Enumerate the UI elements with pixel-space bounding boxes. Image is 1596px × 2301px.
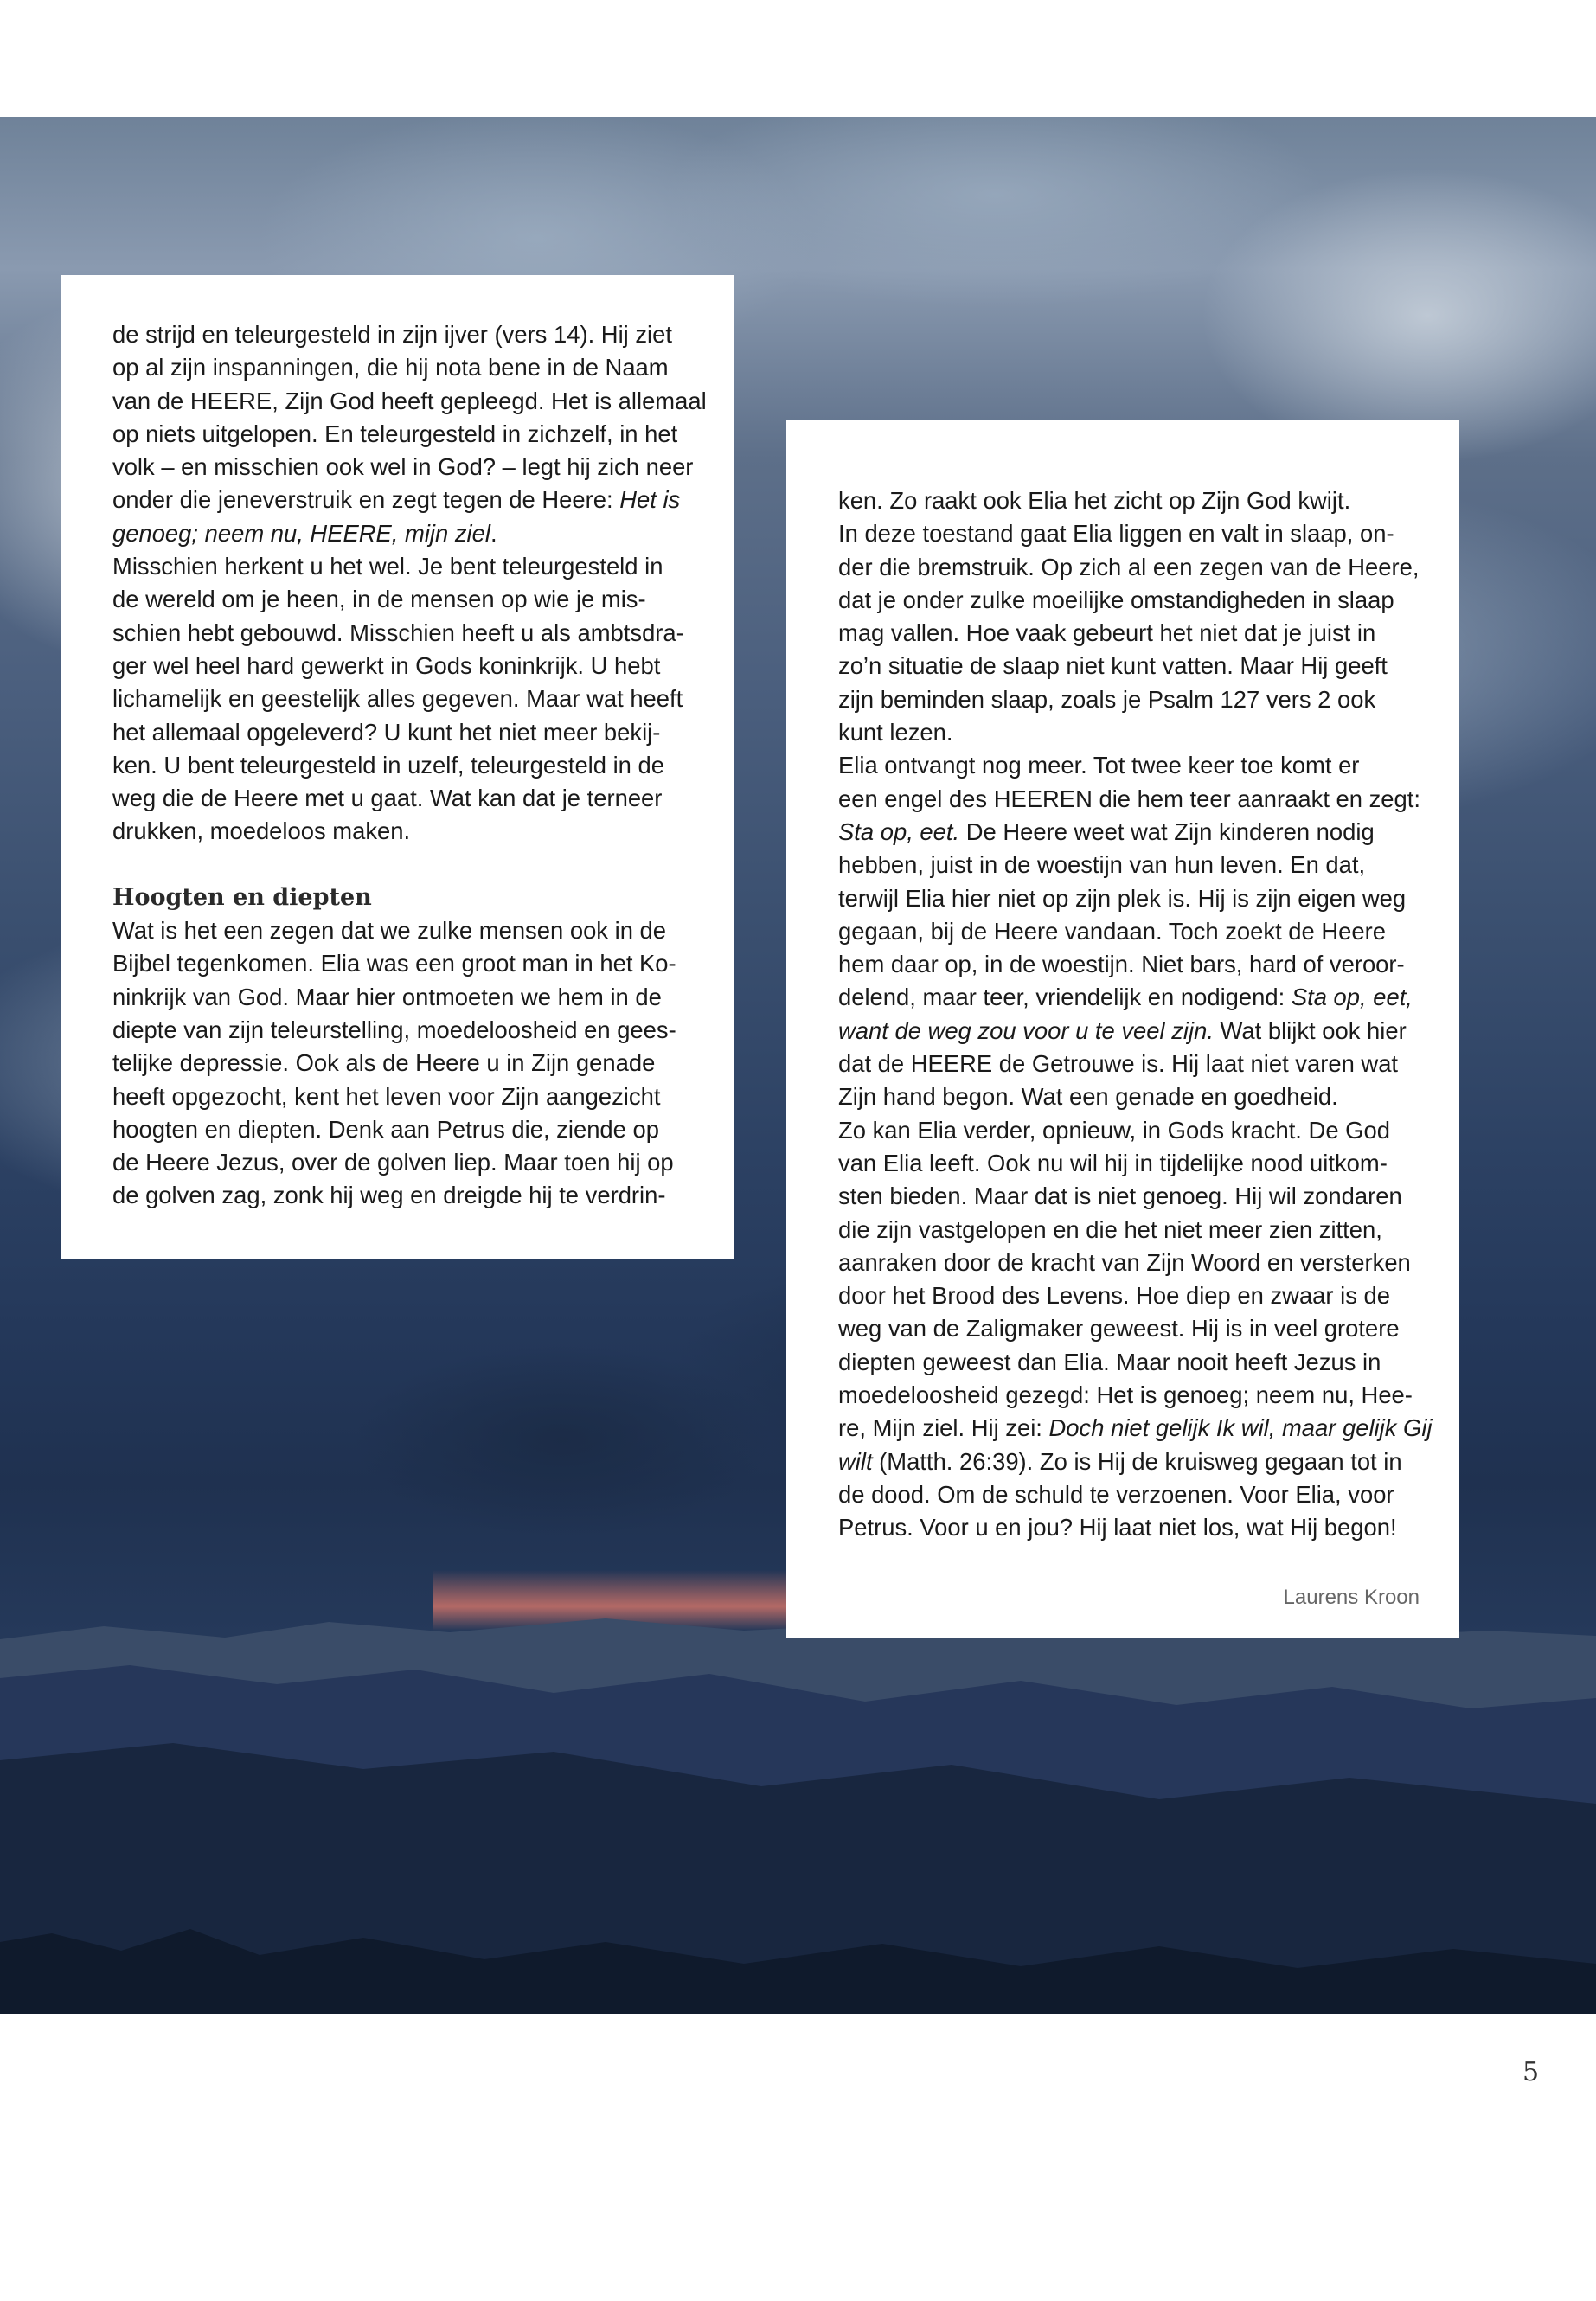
text-line: diepte van zijn teleurstelling, moedeloosheid en gees- (112, 1016, 676, 1043)
text-segment: sten bieden. Maar dat is niet genoeg. Hij wil zondaren (838, 1183, 1402, 1210)
text-line: de Heere Jezus, over de golven liep. Maar toen hij op (112, 1149, 674, 1176)
text-line: Bijbel tegenkomen. Elia was een groot man in het Ko- (112, 950, 676, 977)
text-segment: terwijl Elia hier niet op zijn plek is. Hij is zijn eigen weg (838, 884, 1407, 912)
text-segment: weg van de Zaligmaker geweest. Hij is in veel grotere (838, 1315, 1400, 1343)
paragraph (838, 1114, 1433, 1545)
paragraph (112, 318, 707, 550)
text-segment: van Elia leeft. Ook nu wil hij in tijdelijke nood uitkom- (838, 1149, 1388, 1176)
text-line (838, 1214, 1416, 1247)
paragraph (838, 517, 1420, 749)
text-line (838, 1048, 1416, 1080)
text-line (838, 1379, 1416, 1412)
text-segment: diepten geweest dan Elia. Maar nooit heeft Jezus in (838, 1348, 1381, 1375)
text-line (838, 1279, 1416, 1312)
paragraph (112, 914, 682, 1213)
text-line (838, 517, 1416, 550)
text-line: telijke depressie. Ook als de Heere u in Zijn genade (112, 1049, 656, 1077)
text-line (838, 683, 1416, 716)
text-segment: volk – en misschien ook wel in God? – legt hij zich neer (112, 453, 694, 481)
text-segment: moedeloosheid gezegd: Het is genoeg; neem nu, Hee- (838, 1381, 1413, 1409)
section-heading: Hoogten en diepten (112, 883, 372, 911)
text-line: ger wel heel hard gewerkt in Gods koninkrijk. U hebt (112, 651, 661, 679)
text-segment: re, Mijn ziel. Hij zei: (838, 1414, 1049, 1442)
text-line: weg die de Heere met u gaat. Wat kan dat je terneer (112, 785, 663, 812)
text-segment: kunt lezen. (838, 719, 953, 747)
text-segment: op niets uitgelopen. En teleurgesteld in zichzelf, in het (112, 420, 678, 447)
text-segment: zijn beminden slaap, zoals je Psalm 127 vers 2 ook (838, 685, 1376, 713)
text-line (838, 749, 1416, 782)
text-line (838, 1147, 1416, 1180)
italic-text: Het is (619, 486, 681, 514)
text-line (112, 484, 682, 516)
text-line (838, 816, 1416, 849)
text-line (838, 1114, 1416, 1147)
text-line (838, 1412, 1433, 1445)
text-line: hoogten en diepten. Denk aan Petrus die, ziende op (112, 1115, 659, 1143)
text-line (838, 981, 1416, 1014)
text-line (838, 716, 1416, 749)
paragraph (112, 550, 682, 849)
text-line: heeft opgezocht, kent het leven voor Zijn aangezicht (112, 1082, 661, 1110)
text-segment: die zijn vastgelopen en die het niet meer zien zitten, (838, 1215, 1382, 1243)
paragraph (838, 484, 1416, 517)
text-segment: hebben, juist in de woestijn van hun leven. En dat, (838, 851, 1366, 879)
italic-text: want de weg zou voor u te veel zijn. (838, 1016, 1214, 1044)
text-line (838, 484, 1416, 517)
text-line (838, 849, 1416, 881)
text-line: ken. U bent teleurgesteld in uzelf, teleurgesteld in de (112, 751, 664, 779)
text-segment: Zo kan Elia verder, opnieuw, in Gods kracht. De God (838, 1116, 1390, 1144)
text-line (838, 1511, 1416, 1544)
text-line (838, 584, 1416, 617)
text-segment: Wat blijkt ook hier (1213, 1016, 1407, 1044)
text-segment: der die bremstruik. Op zich al een zegen van de Heere, (838, 553, 1420, 580)
text-line (838, 1180, 1416, 1213)
text-segment: Zijn hand begon. Wat een genade en goedheid. (838, 1083, 1338, 1111)
text-line (838, 915, 1416, 948)
text-line (838, 1346, 1416, 1379)
text-line: schien hebt gebouwd. Misschien heeft u als ambtsdra- (112, 619, 684, 646)
text-segment: mag vallen. Hoe vaak gebeurt het niet dat je juist in (838, 619, 1376, 647)
text-segment: hem daar op, in de woestijn. Niet bars, hard of veroor- (838, 951, 1405, 978)
text-line: drukken, moedeloos maken. (112, 817, 411, 845)
text-segment: de strijd en teleurgesteld in zijn ijver (vers 14). Hij ziet (112, 321, 672, 348)
text-panel-left (61, 275, 734, 1259)
spacer (112, 849, 682, 881)
text-line (112, 351, 682, 384)
text-segment: gegaan, bij de Heere vandaan. Toch zoekt de Heere (838, 917, 1386, 945)
text-segment: dat je onder zulke moeilijke omstandigheden in slaap (838, 586, 1394, 613)
text-segment: Elia ontvangt nog meer. Tot twee keer toe komt er (838, 752, 1360, 779)
text-segment: De Heere weet wat Zijn kinderen nodig (959, 817, 1375, 845)
text-segment: een engel des HEEREN die hem teer aanraakt en zegt: (838, 785, 1420, 812)
text-line (838, 551, 1420, 584)
text-line (838, 1312, 1416, 1345)
text-panel-right (786, 420, 1459, 1638)
text-segment: op al zijn inspanningen, die hij nota bene in de Naam (112, 354, 669, 381)
text-line: lichamelijk en geestelijk alles gegeven. Maar wat heeft (112, 685, 683, 713)
text-line: het allemaal opgeleverd? U kunt het niet meer bekij- (112, 718, 661, 746)
text-segment: delend, maar teer, vriendelijk en nodigend: (838, 984, 1292, 1011)
text-line (112, 385, 707, 418)
text-segment: Petrus. Voor u en jou? Hij laat niet los, wat Hij begon! (838, 1514, 1397, 1541)
text-line (112, 517, 682, 550)
text-line (838, 1478, 1416, 1511)
text-line (838, 948, 1416, 981)
text-segment: van de HEERE, Zijn God heeft gepleegd. Het is allemaal (112, 387, 707, 414)
text-segment: onder die jeneverstruik en zegt tegen de Heere: (112, 486, 620, 514)
text-segment: (Matth. 26:39). Zo is Hij de kruisweg gegaan tot in (872, 1447, 1402, 1475)
italic-text: Sta op, eet. (838, 817, 960, 845)
text-line (112, 451, 694, 484)
text-segment: dat de HEERE de Getrouwe is. Hij laat niet varen wat (838, 1050, 1399, 1078)
page-number: 5 (1522, 2057, 1540, 2087)
text-segment: . (490, 519, 497, 547)
italic-text: wilt (838, 1447, 873, 1475)
text-segment: In deze toestand gaat Elia liggen en valt in slaap, on- (838, 520, 1394, 548)
italic-text: genoeg; neem nu, HEERE, mijn ziel (112, 519, 490, 547)
text-segment: ken. Zo raakt ook Elia het zicht op Zijn God kwijt. (838, 487, 1351, 514)
text-line (838, 650, 1416, 683)
text-segment: de dood. Om de schuld te verzoenen. Voor Elia, voor (838, 1480, 1394, 1508)
text-segment: aanraken door de kracht van Zijn Woord en versterken (838, 1248, 1411, 1276)
paragraph (838, 749, 1420, 1113)
text-line (838, 1080, 1416, 1113)
text-line (112, 418, 682, 451)
italic-text: Sta op, eet, (1291, 984, 1413, 1011)
text-line (112, 318, 682, 351)
text-line: Misschien herkent u het wel. Je bent teleurgesteld in (112, 553, 663, 580)
italic-text: Doch niet gelijk Ik wil, maar gelijk Gij (1048, 1414, 1433, 1442)
text-line: ninkrijk van God. Maar hier ontmoeten we hem in de (112, 983, 662, 1010)
text-segment: door het Brood des Levens. Hoe diep en zwaar is de (838, 1282, 1390, 1310)
author-name: Laurens Kroon (1283, 1586, 1420, 1609)
text-line (838, 1247, 1416, 1279)
text-line: de golven zag, zonk hij weg en dreigde hij te verdrin- (112, 1182, 666, 1209)
text-line: Wat is het een zegen dat we zulke mensen ook in de (112, 917, 667, 945)
text-line: de wereld om je heen, in de mensen op wie je mis- (112, 586, 646, 613)
text-line (838, 1015, 1416, 1048)
text-line (838, 882, 1416, 915)
text-segment: zo’n situatie de slaap niet kunt vatten. Maar Hij geeft (838, 652, 1388, 680)
text-line (838, 783, 1420, 816)
text-line (838, 617, 1416, 650)
text-line (838, 1445, 1416, 1478)
